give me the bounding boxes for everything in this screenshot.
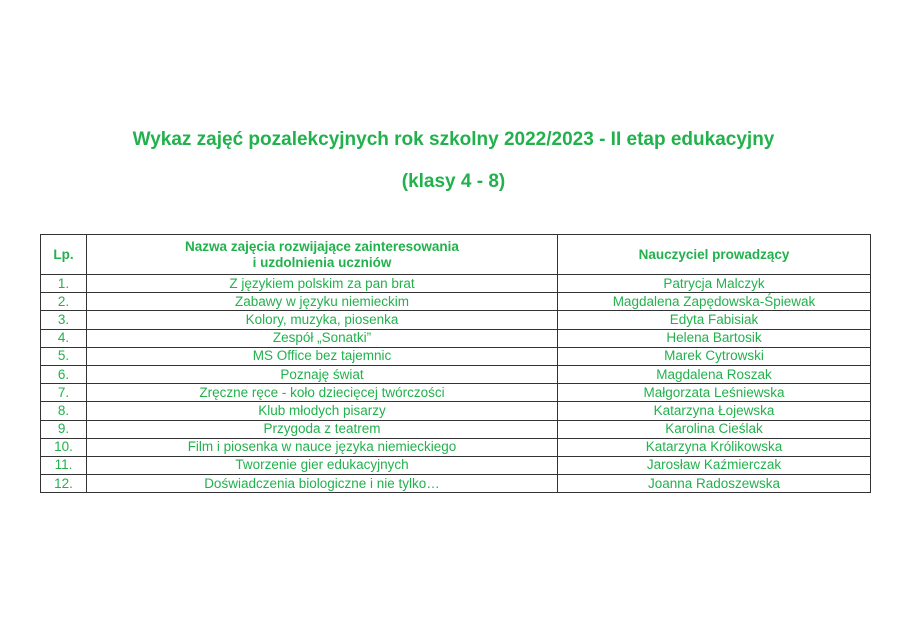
table-row	[41, 456, 871, 474]
row-activity-name: Film i piosenka w nauce języka niemieckiego	[87, 438, 558, 456]
row-activity-name: MS Office bez tajemnic	[87, 347, 558, 365]
row-activity-name: Z językiem polskim za pan brat	[87, 275, 558, 293]
row-activity-name: Klub młodych pisarzy	[87, 402, 558, 420]
table-row	[41, 293, 871, 311]
row-lp: 1.	[41, 275, 87, 293]
table-row	[41, 311, 871, 329]
row-activity-name: Zabawy w języku niemieckim	[87, 293, 558, 311]
row-activity-name: Zespół „Sonatki”	[87, 329, 558, 347]
header-activity-name	[87, 235, 558, 275]
page-title: Wykaz zajęć pozalekcyjnych rok szkolny 2022/2023 - II etap edukacyjny	[132, 129, 775, 150]
row-lp: 4.	[41, 329, 87, 347]
row-teacher: Magdalena Zapędowska-Śpiewak	[558, 293, 871, 311]
row-lp: 5.	[41, 347, 87, 365]
row-teacher: Edyta Fabisiak	[558, 311, 871, 329]
row-teacher: Karolina Cieślak	[558, 420, 871, 438]
header-teacher: Nauczyciel prowadzący	[558, 235, 871, 275]
row-activity-name: Doświadczenia biologiczne i nie tylko…	[87, 475, 558, 493]
row-lp: 6.	[41, 365, 87, 383]
row-activity-name: Kolory, muzyka, piosenka	[87, 311, 558, 329]
row-teacher: Patrycja Malczyk	[558, 275, 871, 293]
table-row	[41, 329, 871, 347]
row-teacher: Helena Bartosik	[558, 329, 871, 347]
row-lp: 8.	[41, 402, 87, 420]
table-header-row	[41, 235, 871, 275]
row-activity-name: Przygoda z teatrem	[87, 420, 558, 438]
table-row	[41, 347, 871, 365]
row-lp: 2.	[41, 293, 87, 311]
table-row	[41, 365, 871, 383]
row-teacher: Małgorzata Leśniewska	[558, 384, 871, 402]
row-teacher: Jarosław Kaźmierczak	[558, 456, 871, 474]
header-activity-name-line1: Nazwa zajęcia rozwijające zainteresowania	[185, 238, 459, 254]
row-activity-name: Zręczne ręce - koło dziecięcej twórczości	[87, 384, 558, 402]
row-lp: 7.	[41, 384, 87, 402]
table-row	[41, 275, 871, 293]
table-row	[41, 475, 871, 493]
table-row	[41, 384, 871, 402]
header-activity-name-line2: i uzdolnienia uczniów	[252, 254, 392, 270]
row-activity-name: Tworzenie gier edukacyjnych	[87, 456, 558, 474]
table-row	[41, 402, 871, 420]
table-row	[41, 420, 871, 438]
row-lp: 9.	[41, 420, 87, 438]
row-lp: 12.	[41, 475, 87, 493]
row-lp: 11.	[41, 456, 87, 474]
table-row	[41, 438, 871, 456]
row-teacher: Katarzyna Łojewska	[558, 402, 871, 420]
page-subtitle: (klasy 4 - 8)	[401, 171, 506, 192]
row-teacher: Magdalena Roszak	[558, 365, 871, 383]
row-teacher: Katarzyna Królikowska	[558, 438, 871, 456]
row-teacher: Marek Cytrowski	[558, 347, 871, 365]
row-activity-name: Poznaję świat	[87, 365, 558, 383]
row-teacher: Joanna Radoszewska	[558, 475, 871, 493]
row-lp: 10.	[41, 438, 87, 456]
header-lp: Lp.	[41, 235, 87, 275]
activities-table	[40, 234, 871, 493]
row-lp: 3.	[41, 311, 87, 329]
